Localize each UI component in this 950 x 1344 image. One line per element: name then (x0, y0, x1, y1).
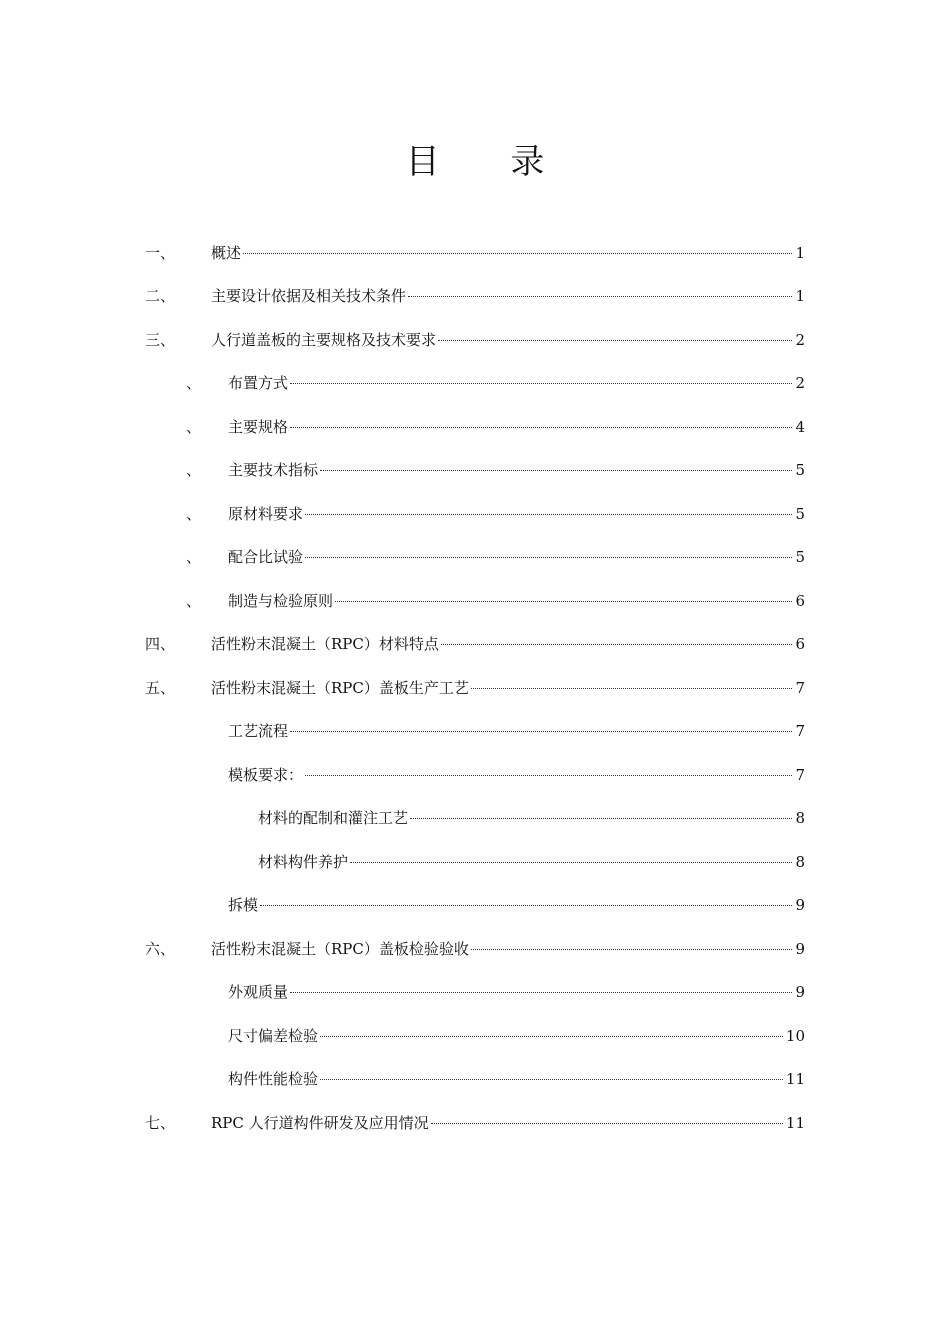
dot-leader (438, 340, 792, 341)
toc-entry-number: 四、 (145, 635, 176, 653)
toc-entry[interactable] (0, 459, 950, 481)
toc-entry-label: 人行道盖板的主要规格及技术要求 (211, 331, 437, 349)
toc-entry-page: 10 (785, 1027, 805, 1045)
toc-entry-label: 概述 (211, 244, 242, 262)
toc-entry-number: 、 (186, 418, 202, 436)
toc-entry[interactable] (0, 1112, 950, 1134)
toc-entry-number: 三、 (145, 331, 176, 349)
dot-leader (290, 383, 792, 384)
toc-entry[interactable] (0, 938, 950, 960)
toc-entry[interactable] (0, 1025, 950, 1047)
toc-entry-number: 、 (186, 592, 202, 610)
toc-entry-label: RPC 人行道构件研发及应用情况 (211, 1114, 429, 1132)
dot-leader (305, 514, 792, 515)
toc-entry-label: 尺寸偏差检验 (228, 1027, 319, 1045)
toc-entry[interactable] (0, 503, 950, 525)
toc-entry-number: 、 (186, 505, 202, 523)
dot-leader (320, 470, 792, 471)
toc-entry[interactable] (0, 981, 950, 1003)
toc-entry[interactable] (0, 372, 950, 394)
toc-entry[interactable] (0, 894, 950, 916)
dot-leader (441, 644, 792, 645)
toc-entry-label: 主要规格 (228, 418, 289, 436)
toc-entry-page: 7 (795, 766, 805, 784)
toc-entry-page: 11 (785, 1114, 805, 1132)
dot-leader (243, 253, 792, 254)
dot-leader (471, 688, 792, 689)
toc-entry-page: 4 (795, 418, 805, 436)
toc-entry[interactable] (0, 851, 950, 873)
toc-entry[interactable] (0, 590, 950, 612)
dot-leader (408, 296, 792, 297)
dot-leader (305, 775, 792, 776)
toc-entry-label: 拆模 (228, 896, 259, 914)
toc-entry-page: 5 (795, 548, 805, 566)
dot-leader (431, 1123, 783, 1124)
toc-entry[interactable] (0, 807, 950, 829)
dot-leader (290, 731, 792, 732)
toc-entry-page: 9 (795, 940, 805, 958)
dot-leader (320, 1079, 783, 1080)
toc-entry-number: 五、 (145, 679, 176, 697)
toc-entry-label: 主要技术指标 (228, 461, 319, 479)
toc-entry-page: 1 (795, 287, 805, 305)
page-title: 目 录 (405, 142, 575, 182)
toc-entry-page: 9 (795, 983, 805, 1001)
toc-entry-page: 2 (795, 374, 805, 392)
toc-entry-label: 构件性能检验 (228, 1070, 319, 1088)
toc-entry[interactable] (0, 677, 950, 699)
toc-entry-page: 7 (795, 679, 805, 697)
toc-entry[interactable] (0, 720, 950, 742)
toc-entry[interactable] (0, 416, 950, 438)
toc-entry[interactable] (0, 633, 950, 655)
toc-entry-number: 七、 (145, 1114, 176, 1132)
toc-entry-label: 材料的配制和灌注工艺 (258, 809, 409, 827)
toc-entry-label: 制造与检验原则 (228, 592, 334, 610)
dot-leader (410, 818, 792, 819)
toc-entry[interactable] (0, 242, 950, 264)
toc-entry-number: 二、 (145, 287, 176, 305)
dot-leader (471, 949, 792, 950)
toc-entry[interactable] (0, 764, 950, 786)
dot-leader (290, 427, 792, 428)
dot-leader (305, 557, 792, 558)
toc-entry-page: 11 (785, 1070, 805, 1088)
dot-leader (320, 1036, 783, 1037)
toc-entry-page: 2 (795, 331, 805, 349)
toc-entry-number: 一、 (145, 244, 176, 262)
toc-entry[interactable] (0, 285, 950, 307)
toc-entry-label: 外观质量 (228, 983, 289, 1001)
dot-leader (260, 905, 792, 906)
toc-entry-page: 5 (795, 505, 805, 523)
dot-leader (350, 862, 792, 863)
toc-entry-label: 布置方式 (228, 374, 289, 392)
toc-entry-page: 6 (795, 592, 805, 610)
toc-entry-label: 模板要求： (228, 766, 304, 784)
toc-entry-page: 6 (795, 635, 805, 653)
dot-leader (290, 992, 792, 993)
toc-entry[interactable] (0, 1068, 950, 1090)
toc-entry-label: 材料构件养护 (258, 853, 349, 871)
toc-entry-page: 1 (795, 244, 805, 262)
toc-entry-label: 配合比试验 (228, 548, 304, 566)
toc-entry-number: 、 (186, 461, 202, 479)
toc-entry-label: 活性粉末混凝土（RPC）盖板生产工艺 (211, 679, 469, 697)
toc-entry-label: 活性粉末混凝土（RPC）材料特点 (211, 635, 439, 653)
toc-entry-label: 工艺流程 (228, 722, 289, 740)
dot-leader (335, 601, 792, 602)
toc-entry-page: 5 (795, 461, 805, 479)
toc-entry-page: 8 (795, 809, 805, 827)
toc-entry[interactable] (0, 329, 950, 351)
toc-entry-label: 主要设计依据及相关技术条件 (211, 287, 407, 305)
toc-entry-number: 、 (186, 548, 202, 566)
toc-entry-label: 活性粉末混凝土（RPC）盖板检验验收 (211, 940, 469, 958)
toc-entry-label: 原材料要求 (228, 505, 304, 523)
toc-entry-page: 8 (795, 853, 805, 871)
toc-entry-page: 7 (795, 722, 805, 740)
toc-entry[interactable] (0, 546, 950, 568)
toc-entry-page: 9 (795, 896, 805, 914)
toc-entry-number: 、 (186, 374, 202, 392)
toc-entry-number: 六、 (145, 940, 176, 958)
